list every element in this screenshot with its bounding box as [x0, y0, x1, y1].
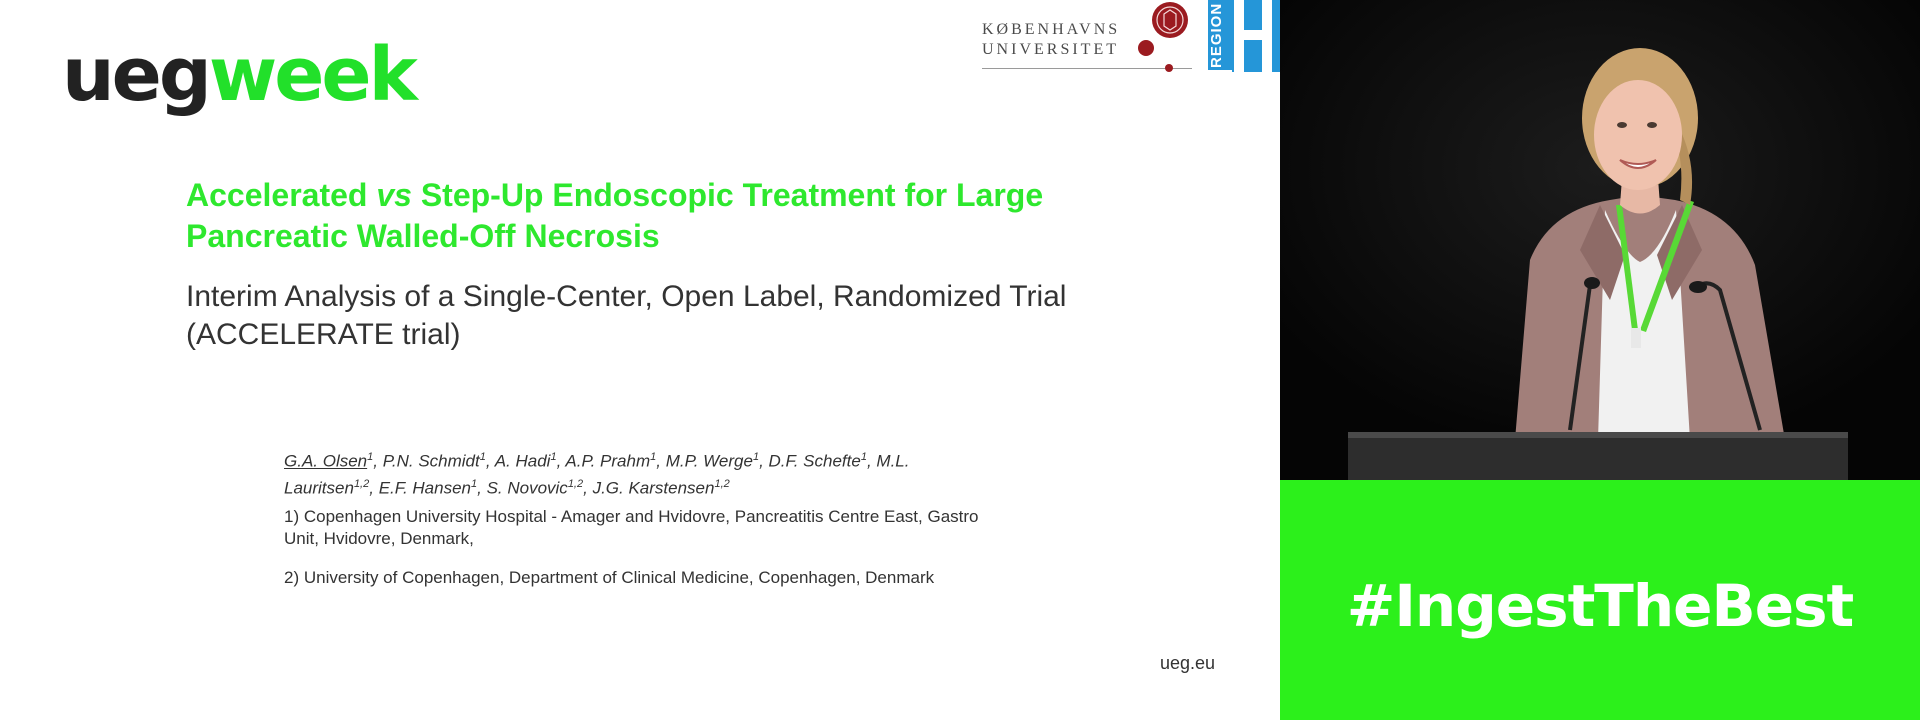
region-h-logo-icon — [1232, 0, 1280, 72]
author-affiliation-mark: 1,2 — [567, 477, 584, 490]
author-name: A.P. Prahm — [565, 451, 651, 471]
university-name — [982, 20, 1122, 60]
author-affiliation-mark: 1,2 — [353, 477, 370, 490]
title-part2: Step-Up Endoscopic Treatment for Large Pancreatic Walled-Off Necrosis — [186, 177, 1044, 254]
author-affiliation-mark: 1 — [479, 451, 486, 463]
title-part1: Accelerated — [186, 177, 377, 213]
author-name: J.G. Karstensen — [592, 478, 715, 498]
author-name: M.L. Lauritsen — [284, 451, 910, 498]
author-name: A. Hadi — [494, 451, 551, 471]
ueg-week-logo — [62, 32, 415, 118]
author-affiliation-mark: 1 — [550, 451, 557, 463]
affiliation-2: 2) University of Copenhagen, Department of Clinical Medicine, Copenhagen, Denmark — [284, 568, 935, 587]
region-label: REGION — [1208, 2, 1225, 68]
speaker-video-image — [1280, 0, 1920, 480]
author-affiliation-mark: 1 — [752, 451, 760, 463]
author-affiliation-mark: 1,2 — [714, 477, 730, 490]
author-affiliation-mark: 1 — [367, 451, 374, 463]
university-seal-icon — [1134, 0, 1204, 74]
author-affiliation-mark: 1 — [860, 451, 867, 463]
affiliation-1: 1) Copenhagen University Hospital - Amager and Hvidovre, Pancreatitis Centre East, Gastro Unit, Hvidovre, Denmark, — [284, 507, 979, 548]
website-url: ueg.eu — [1160, 653, 1216, 673]
author-name: E.F. Hansen — [378, 478, 471, 498]
logo-ueg-text: ueg — [62, 32, 209, 118]
hashtag-text: #IngestTheBest — [1346, 572, 1854, 640]
author-name: G.A. Olsen — [284, 451, 368, 471]
logo-week-text: week — [208, 32, 415, 118]
author-affiliation-mark: 1 — [650, 451, 657, 463]
university-line1: KØBENHAVNS — [982, 21, 1121, 38]
author-name: P.N. Schmidt — [382, 451, 480, 471]
author-name: D.F. Schefte — [768, 451, 861, 471]
title-vs: vs — [376, 177, 412, 213]
slide-title — [186, 175, 1086, 257]
author-name: S. Novovic — [486, 478, 568, 498]
speaker-video-feed — [1280, 0, 1920, 480]
author-name: M.P. Werge — [665, 451, 753, 471]
hashtag-banner — [1280, 480, 1920, 720]
author-list: G.A. Olsen$^1$, P.N. Schmidt$^1$, A. Hadi$^1$, A.P. Prahm$^1$, M.P. Werge$^1$, D.F. Schefte$^1$, M.L. Lauritsen$^{1,2}$, E.F. Hansen$^1$, S. Novovic$^{1,2}$, J.G. Karstensen$^{1,2}$ — [284, 451, 910, 498]
slide-subtitle: Interim Analysis of a Single-Center, Open Label, Randomized Trial (ACCELERATE trial) — [186, 280, 1067, 351]
author-affiliation-mark: 1 — [470, 477, 478, 490]
university-line2: UNIVERSITET — [982, 41, 1119, 58]
